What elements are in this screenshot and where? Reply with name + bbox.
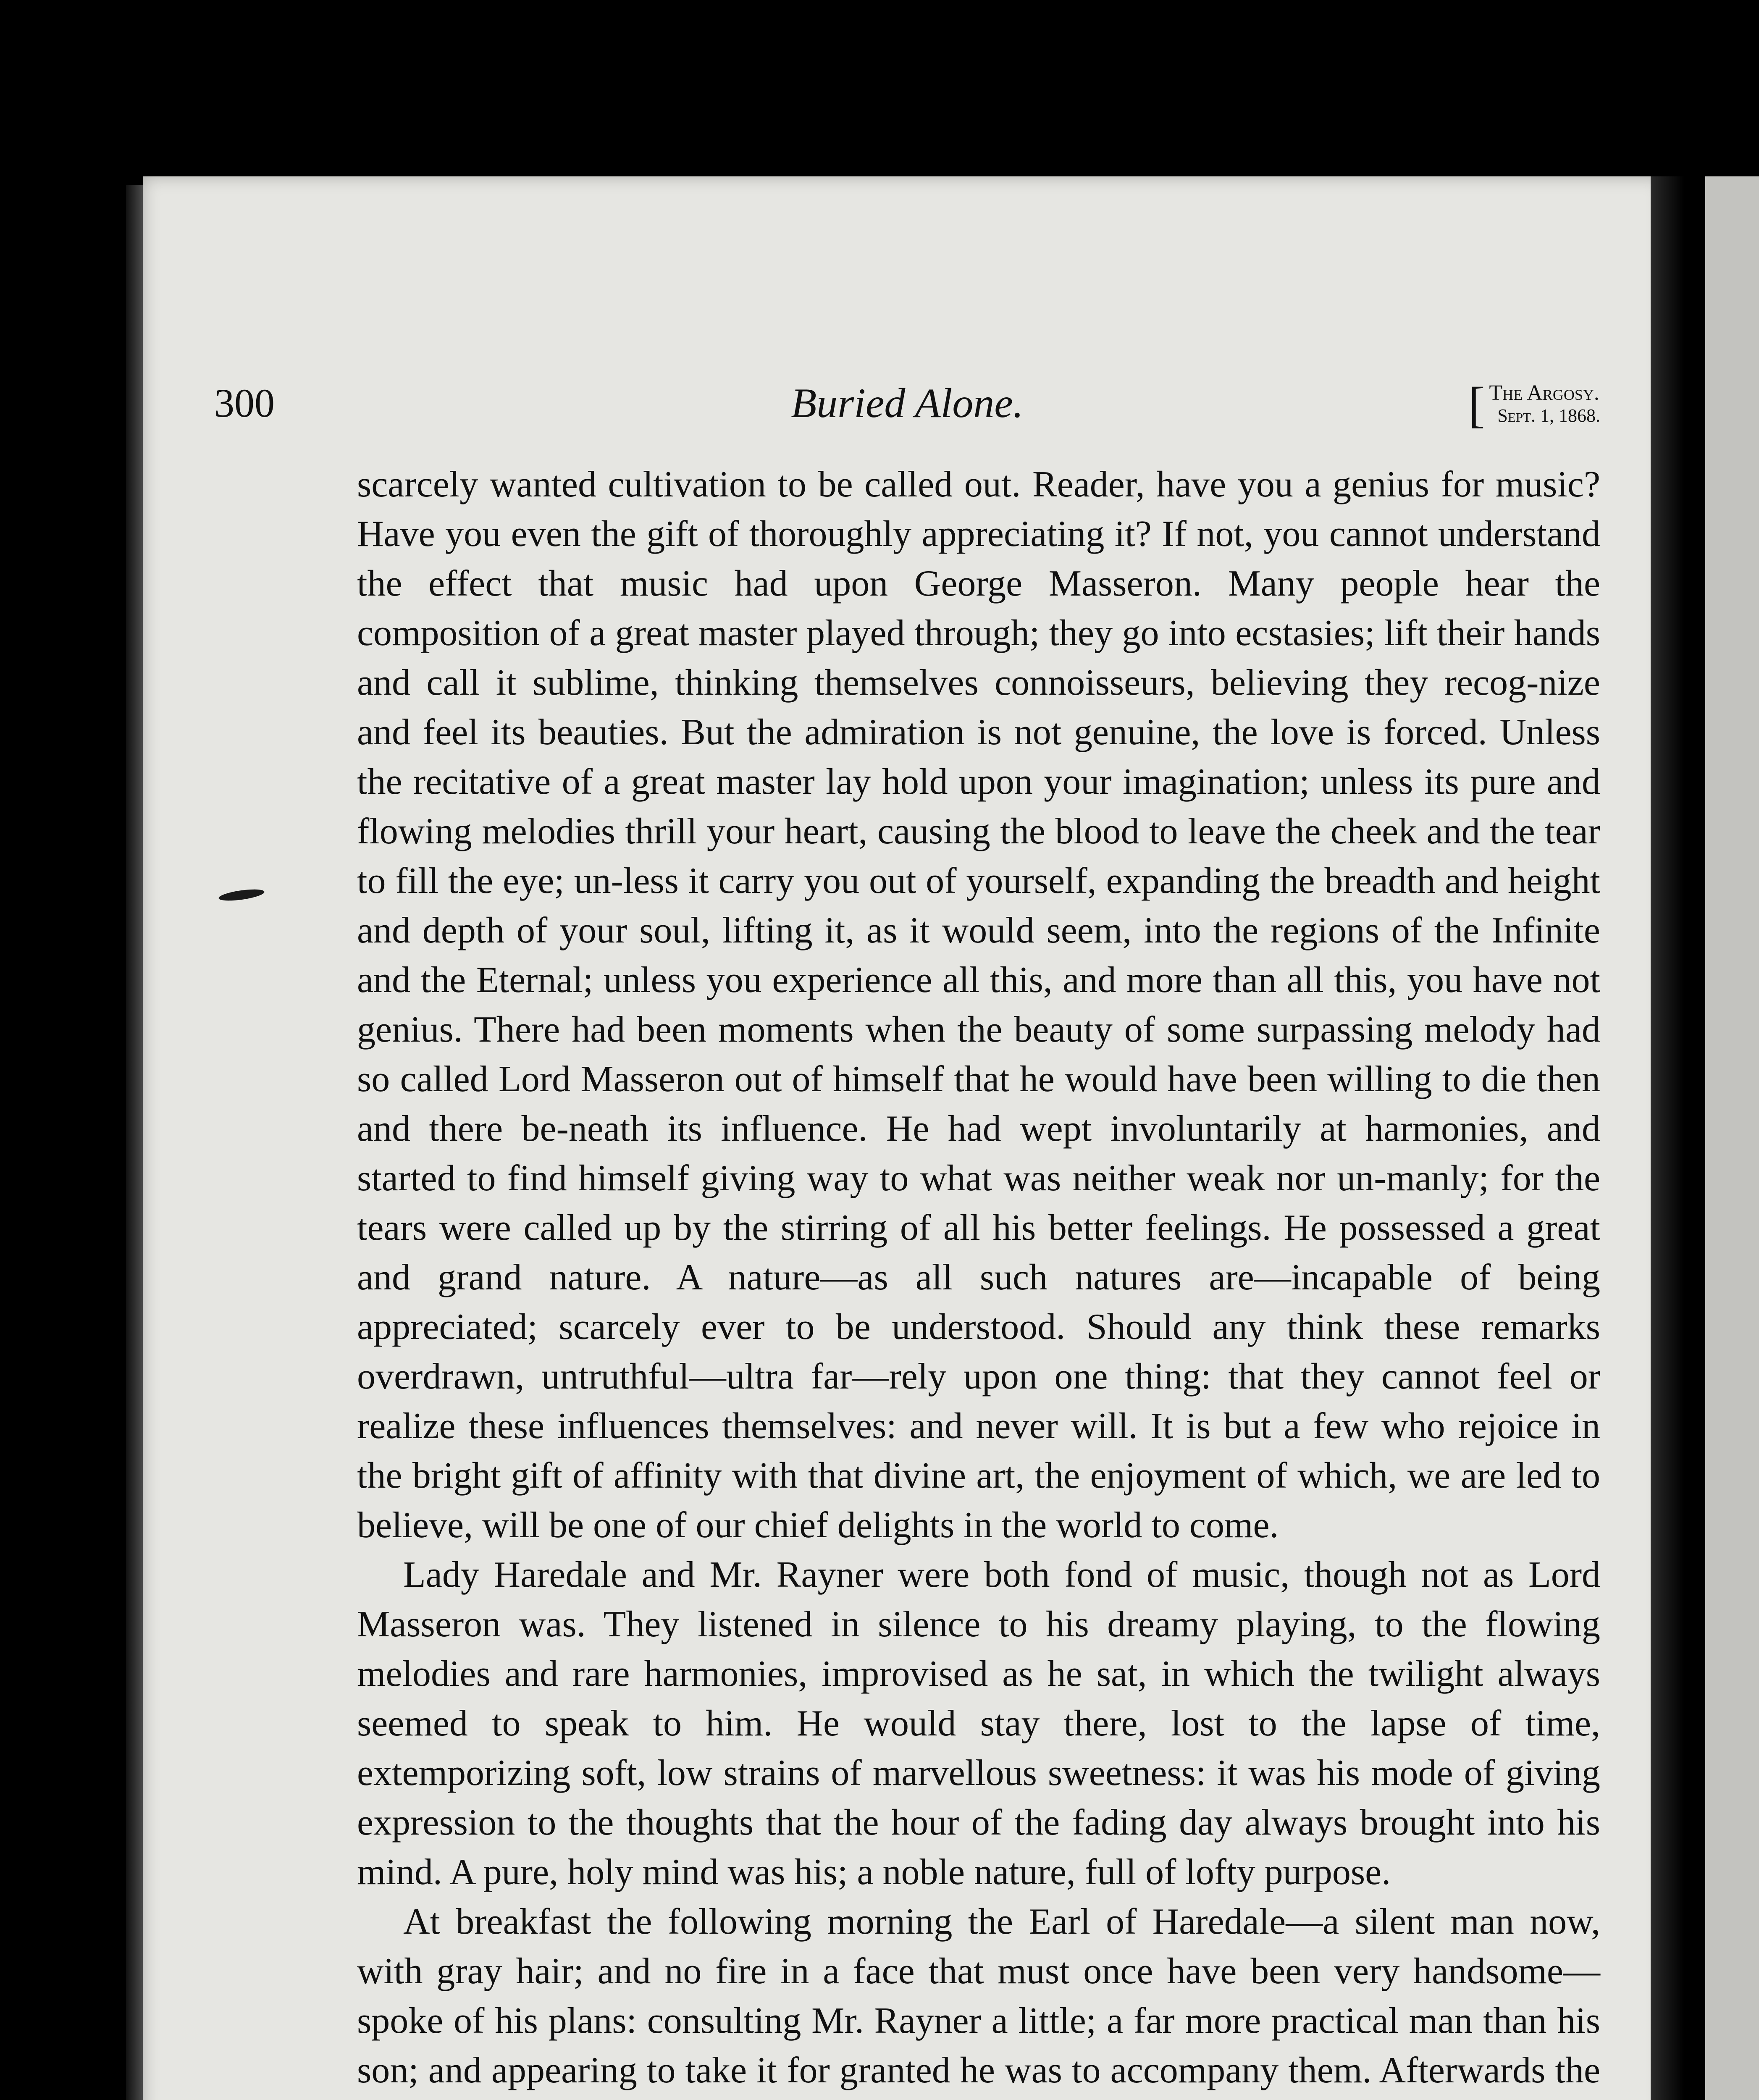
page-header — [214, 377, 1600, 435]
body-text — [357, 460, 1600, 2100]
paragraph-continued: scarcely wanted cultivation to be called out. Reader, have you a genius for music? Have you even the gift of thoroughly appreciating it? If not, you cannot understand the effect that music had upon George Masseron. Many people hear the composition of a great master played through; they go into ecstasies; lift their hands and call it sublime, thinking themselves connoisseurs, believing they recog-nize and feel its beauties. But the admiration is not genuine, the love is forced. Unless the recitative of a great master lay hold upon your imagination; unless its pure and flowing melodies thrill your heart, causing the blood to leave the cheek and the tear to fill the eye; un-less it carry you out of yourself, expanding the breadth and height and depth of your soul, lifting it, as it would seem, into the regions of the Infinite and the Eternal; unless you experience all this, and more than all this, you have not genius. There had been moments when the beauty of some surpassing melody had so called Lord Masseron out of himself that he would have been willing to die then and there be-neath its influence. He had wept involuntarily at harmonies, and started to find himself giving way to what was neither weak nor un-manly; for the tears were called up by the stirring of all his better feelings. He possessed a great and grand nature. A nature—as all such natures are—incapable of being appreciated; scarcely ever to be understood. Should any think these remarks overdrawn, untruthful—ultra far—rely upon one thing: that they cannot feel or realize these influences themselves: and never will. It is but a few who rejoice in the bright gift of affinity with that divine art, the enjoyment of which, we are led to believe, will be one of our chief delights in the world to come. — [357, 464, 1600, 1546]
running-title: Buried Alone. — [791, 380, 1024, 426]
page-edge-shadow — [1651, 176, 1684, 2100]
source-bracket: [ — [1468, 377, 1485, 433]
paragraph: Lady Haredale and Mr. Rayner were both fond of music, though not as Lord Masseron was. They listened in silence to his dreamy playing, to the flowing melodies and rare harmonies, improvised as he sat, in which the twilight always seemed to speak to him. He would stay there, lost to the lapse of time, extemporizing soft, low strains of marvellous sweetness: it was his mode of giving expression to the thoughts that the hour of the fading day always brought into his mind. A pure, holy mind was his; a noble nature, full of lofty purpose. — [357, 1554, 1600, 1893]
page-number: 300 — [214, 381, 275, 425]
paragraph: At breakfast the following morning the Earl of Haredale—a silent man now, with gray hair; and no fire in a face that must once have been very handsome—spoke of his plans: consulting Mr. Rayner a little; a far more practical man than his son; and appearing to take it for granted he was to accompany them. Afterwards the — [357, 1901, 1600, 2091]
source-publication: The Argosy. — [1489, 381, 1599, 405]
facing-page-edge — [1705, 176, 1759, 2100]
source-citation — [1468, 377, 1600, 433]
source-lines — [1489, 382, 1600, 427]
source-date: Sept. 1, 1868. — [1497, 405, 1600, 426]
